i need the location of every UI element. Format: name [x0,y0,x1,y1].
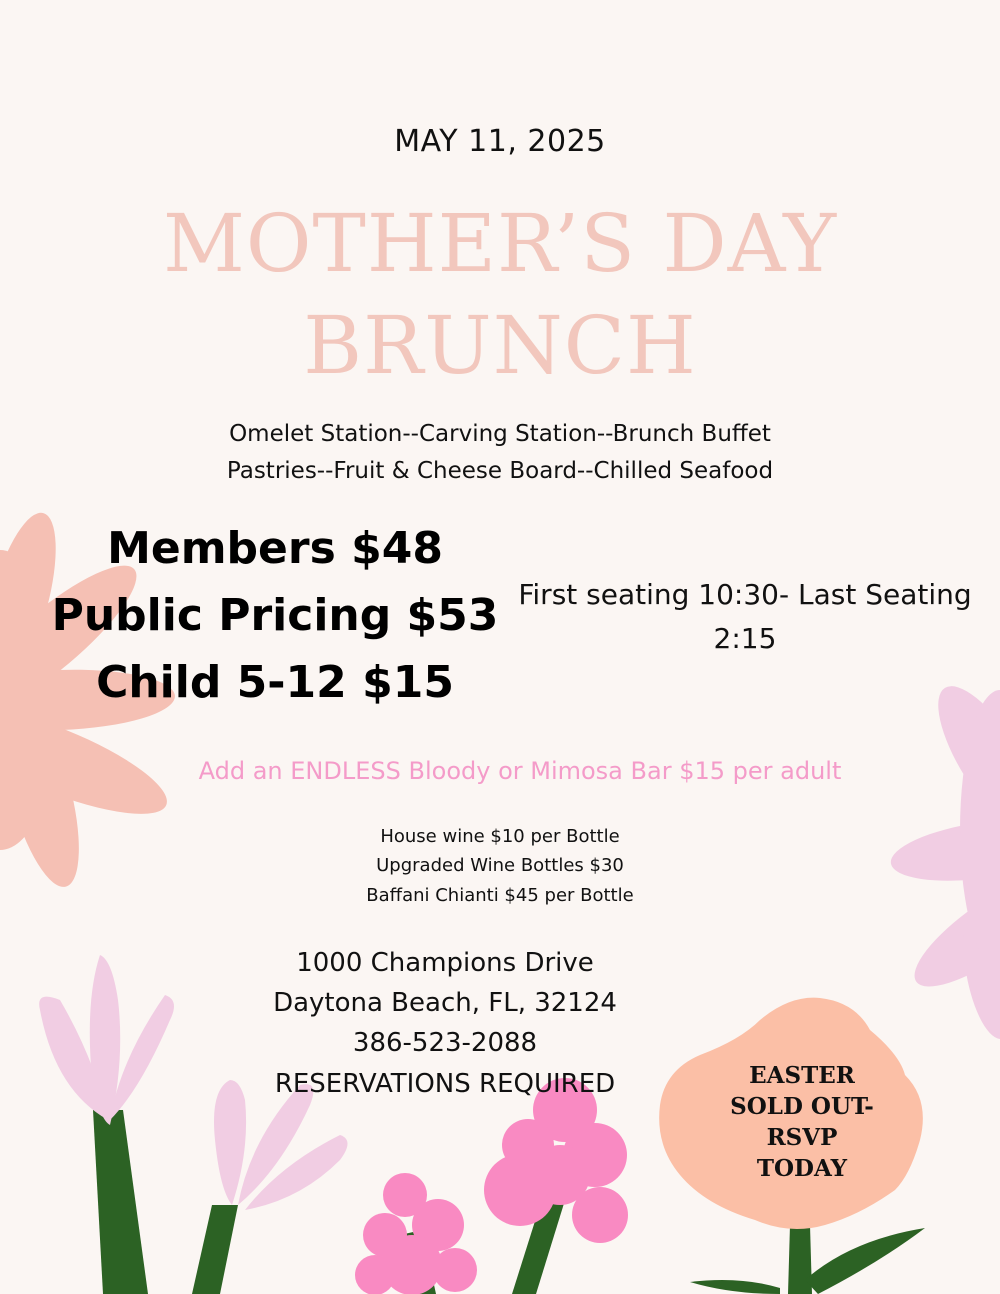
badge-line-3: RSVP [766,1124,838,1151]
price-public: Public Pricing $53 [51,590,499,641]
phone-number: 386-523-2088 [352,1028,538,1058]
address-street: 1000 Champions Drive [296,948,594,978]
badge-line-4: TODAY [756,1155,848,1182]
wine-house: House wine $10 per Bottle [380,826,620,847]
price-child: Child 5-12 $15 [96,657,454,708]
price-members: Members $48 [107,523,443,574]
bar-addon-offer: Add an ENDLESS Bloody or Mimosa Bar $15 per adult [198,757,842,785]
menu-line-1: Omelet Station--Carving Station--Brunch Buffet [229,421,771,447]
easter-sold-out-badge [712,1060,892,1184]
address-city: Daytona Beach, FL, 32124 [273,988,617,1018]
seating-times: First seating 10:30- Last Seating 2:15 [518,578,972,655]
badge-line-1: EASTER [749,1062,855,1089]
badge-line-2: SOLD OUT- [730,1093,874,1120]
pink-flowers [355,1078,628,1294]
reservations-note: RESERVATIONS REQUIRED [274,1069,616,1099]
event-title-line2: BRUNCH [303,299,697,392]
wine-upgraded: Upgraded Wine Bottles $30 [376,855,624,876]
wine-chianti: Baffani Chianti $45 per Bottle [366,885,634,906]
menu-line-2: Pastries--Fruit & Cheese Board--Chilled Seafood [226,458,774,484]
event-title-line1: MOTHER’S DAY [162,197,838,290]
event-date: MAY 11, 2025 [394,124,606,159]
